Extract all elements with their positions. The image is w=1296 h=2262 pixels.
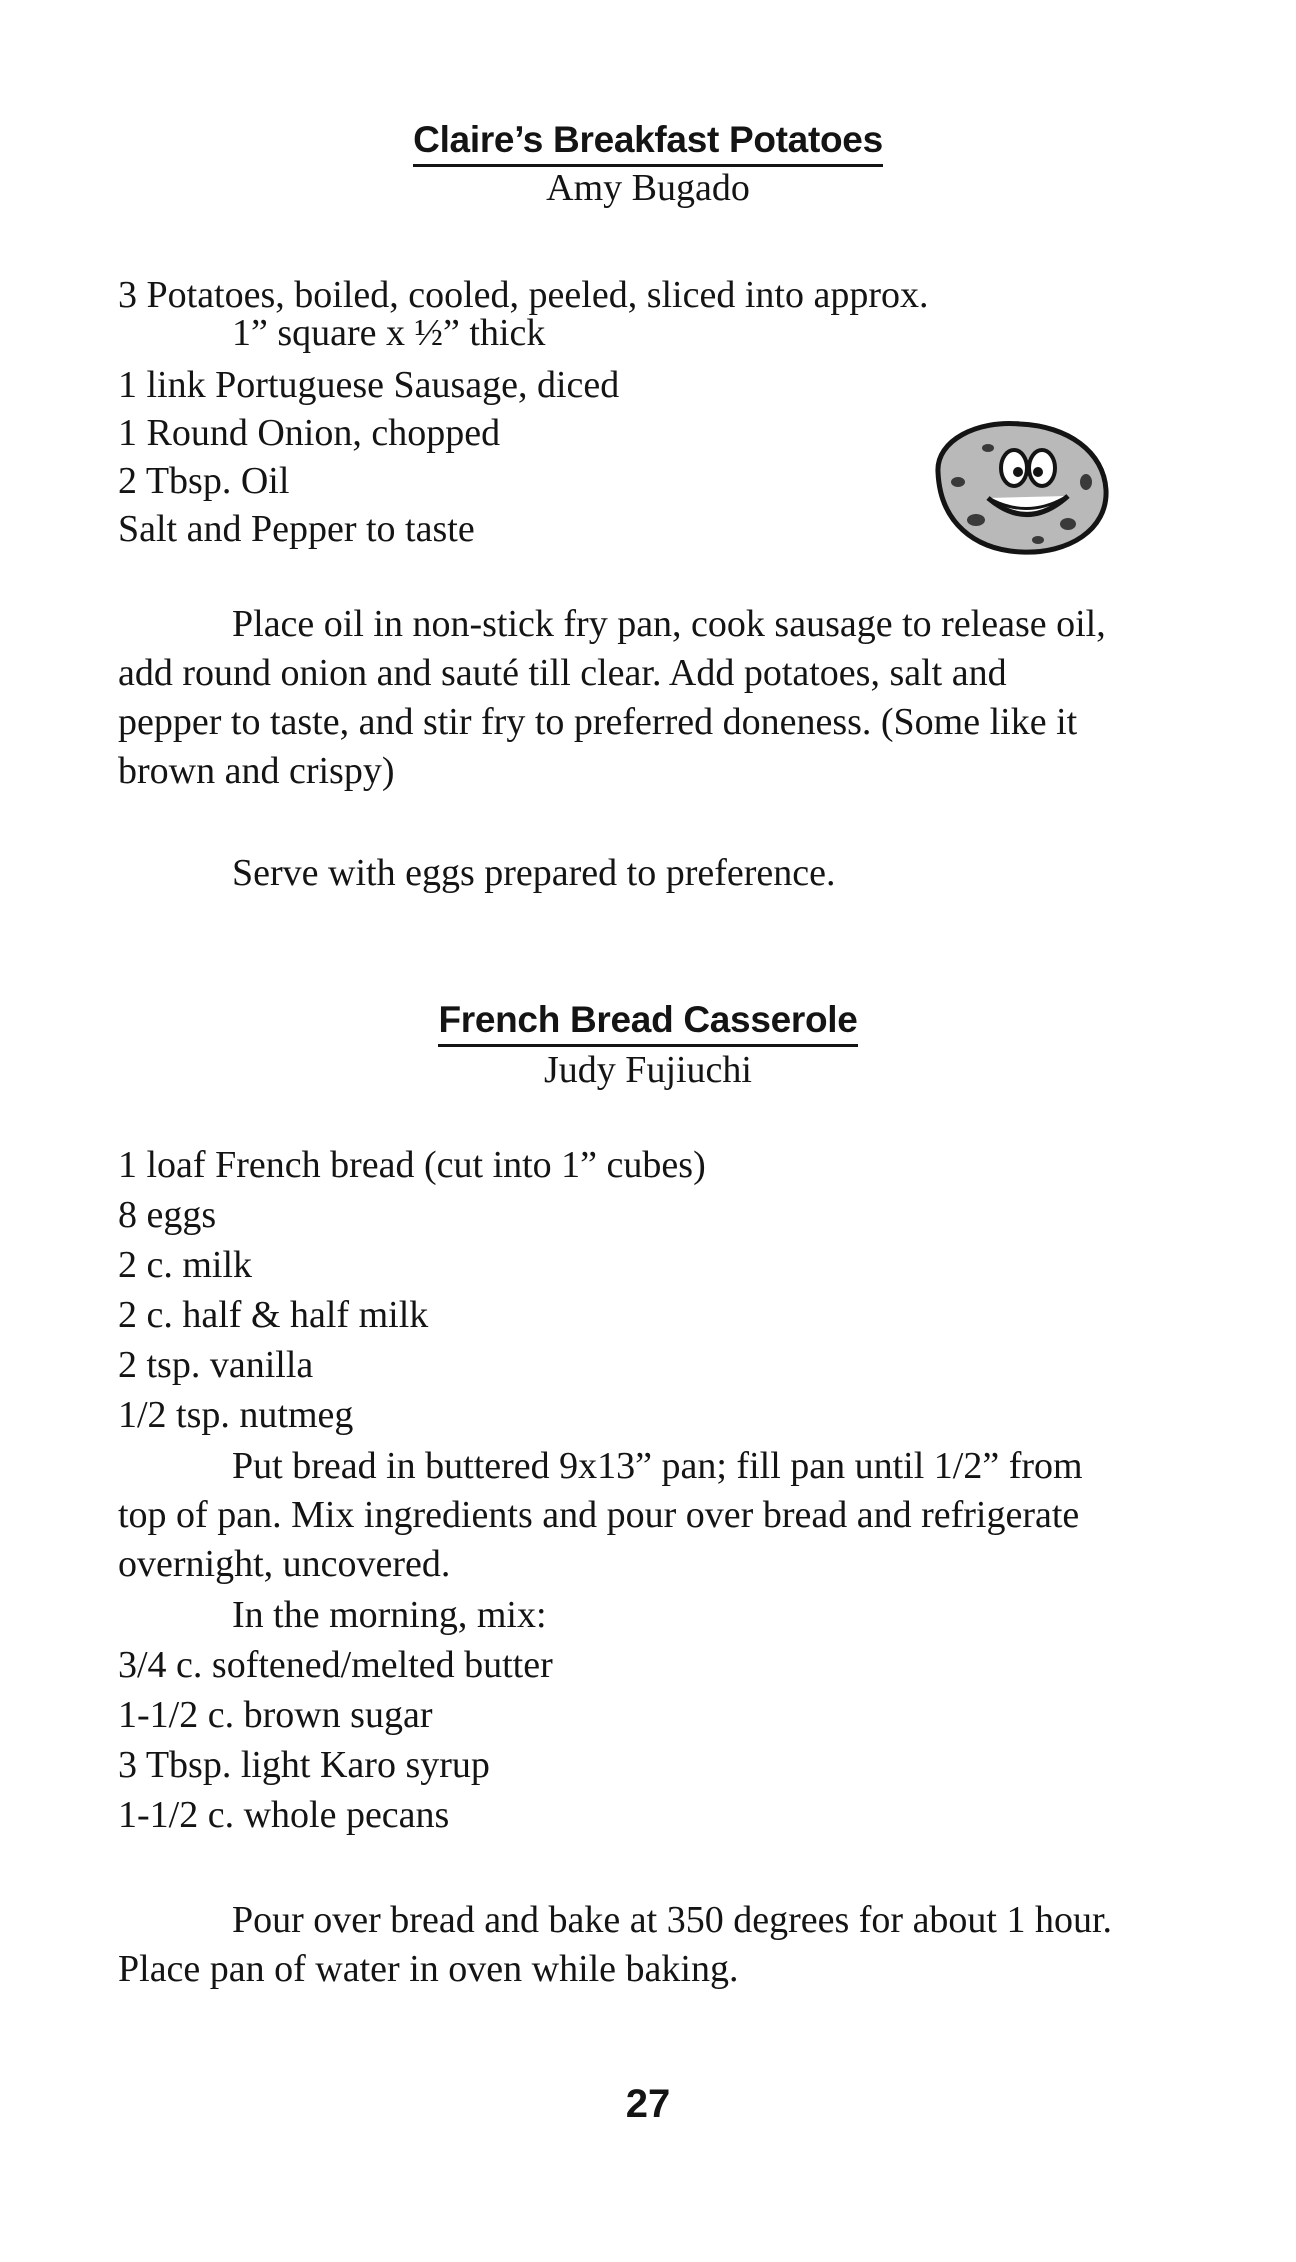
recipe2-ingredient-5: 2 tsp. vanilla [118,1344,314,1386]
recipe2-title [0,998,1296,1047]
recipe2-step1 [118,1442,1118,1589]
recipe2-step2-text: Pour over bread and bake at 350 degrees for about 1 hour. Place pan of water in oven while baking. [118,1899,1113,1990]
recipe1-serving-note: Serve with eggs prepared to preference. [232,852,836,894]
recipe1-ingredient-1-cont: 1” square x ½” thick [232,312,546,354]
recipe1-ingredient-3: 1 Round Onion, chopped [118,412,501,454]
recipe1-instructions-text: Place oil in non-stick fry pan, cook sausage to release oil, add round onion and sauté till clear. Add potatoes, salt and pepper to taste, and stir fry to preferred doneness. (Some like it brown and crispy) [118,603,1106,792]
recipe2-step2 [118,1896,1118,1994]
recipe1-ingredient-4: 2 Tbsp. Oil [118,460,290,502]
recipe2-topping-1: 3/4 c. softened/melted butter [118,1644,553,1686]
recipe1-author: Amy Bugado [546,167,750,209]
page-number: 27 [625,2082,671,2126]
recipe2-author: Judy Fujiuchi [544,1049,752,1091]
recipe2-topping-3: 3 Tbsp. light Karo syrup [118,1744,490,1786]
recipe2-ingredient-4: 2 c. half & half milk [118,1294,429,1336]
recipe1-instructions [118,600,1118,796]
recipe2-step1-text: Put bread in buttered 9x13” pan; fill pan until 1/2” from top of pan. Mix ingredients and pour over bread and refrigerate overnight, uncovered. [118,1445,1083,1585]
recipe1-title-text: Claire’s Breakfast Potatoes [413,118,883,167]
recipe2-ingredient-2: 8 eggs [118,1194,217,1236]
recipe2-topping-2: 1-1/2 c. brown sugar [118,1694,433,1736]
recipe2-topping-4: 1-1/2 c. whole pecans [118,1794,450,1836]
recipe1-ingredient-1: 3 Potatoes, boiled, cooled, peeled, sliced into approx. [118,274,929,316]
recipe2-ingredient-6: 1/2 tsp. nutmeg [118,1394,354,1436]
smiling-potato-icon [918,412,1114,562]
recipe1-title [0,118,1296,167]
recipe1-ingredient-5: Salt and Pepper to taste [118,508,475,550]
recipe2-title-text: French Bread Casserole [438,998,857,1047]
recipe2-ingredient-3: 2 c. milk [118,1244,253,1286]
recipe2-ingredient-1: 1 loaf French bread (cut into 1” cubes) [118,1144,706,1186]
recipe1-ingredient-2: 1 link Portuguese Sausage, diced [118,364,620,406]
recipe2-morning-label: In the morning, mix: [232,1594,547,1636]
